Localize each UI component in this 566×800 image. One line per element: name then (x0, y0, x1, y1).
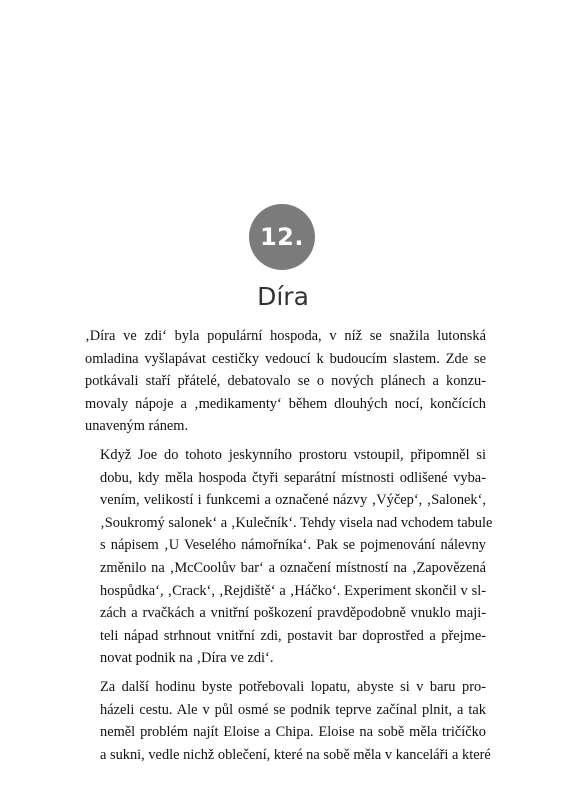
paragraph-3 (85, 676, 491, 766)
text-line: zách a rvačkách a vnitřní poškození pravděpodobně vnuklo maji- (100, 605, 486, 622)
text-line: hospůdka‘, ‚Crack‘, ‚Rejdiště‘ a ‚Háčko‘. Experiment skončil v sl- (100, 582, 486, 599)
text-line: dobu, kdy měla hospoda čtyři separátní místnosti odlišené vyba- (100, 469, 486, 486)
text-line: změnilo na ‚McCoolův bar‘ a označení místností na ‚Zapovězená (100, 559, 486, 576)
text-line: házeli cestu. Ale v půl osmé se podnik teprve začínal plnit, a tak (100, 701, 486, 718)
text-line: ‚Díra ve zdi‘ byla populární hospoda, v níž se snažila lutonská (85, 328, 486, 344)
chapter-body (85, 325, 493, 766)
text-line: neměl problém najít Eloise a Chipa. Eloise na sobě měla tričíčko (100, 724, 486, 741)
chapter-title: Díra (257, 282, 309, 311)
text-line: Když Joe do tohoto jeskynního prostoru vstoupil, připomněl si (100, 446, 486, 463)
text-line: s nápisem ‚U Veselého námořníka‘. Pak se pojmenování nálevny (100, 537, 486, 554)
chapter-number: 12. (259, 223, 304, 251)
text-line: Za další hodinu byste potřebovali lopatu, abyste si v baru pro- (100, 678, 486, 695)
paragraph-2 (85, 444, 493, 670)
text-line: a sukni, vedle nichž oblečení, které na sobě měla v kanceláři a které (100, 746, 491, 763)
chapter-number-badge (249, 204, 315, 270)
text-line: omladina vyšlapávat cestičky vedoucí k budoucím slastem. Zde se (85, 350, 486, 367)
paragraph-1 (85, 325, 486, 438)
text-line: vením, velikostí i funkcemi a označené názvy ‚Výčep‘, ‚Salonek‘, (100, 492, 486, 509)
text-line: ‚Soukromý salonek‘ a ‚Kulečník‘. Tehdy visela nad vchodem tabule (100, 514, 493, 531)
text-line: unaveným ránem. (85, 418, 189, 435)
text-line: novat podnik na ‚Díra ve zdi‘. (100, 650, 274, 667)
text-line: potkávali staří přátelé, debatovalo se o nových plánech a konzu- (85, 373, 486, 390)
text-line: teli nápad strhnout vnitřní zdi, postavit bar doprostřed a přejme- (100, 627, 486, 644)
text-line: movaly nápoje a ‚medikamenty‘ během dlouhých nocí, končících (85, 395, 486, 412)
